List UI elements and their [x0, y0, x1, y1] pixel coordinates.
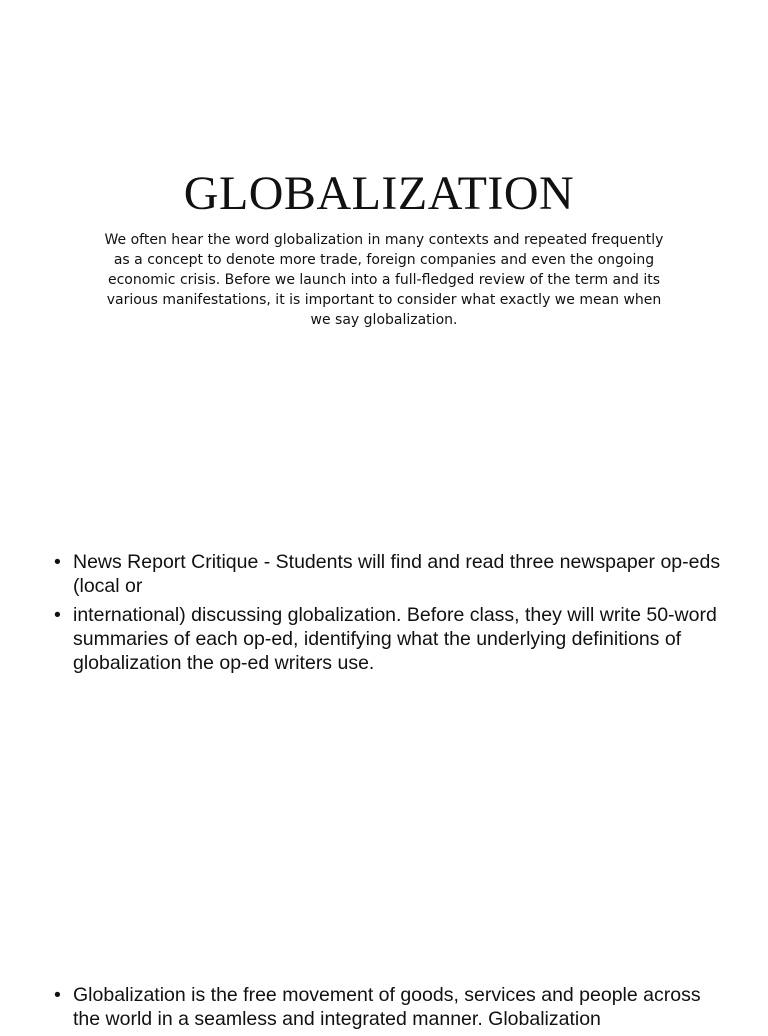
- bullet-item: [54, 550, 724, 598]
- bullet-dot-icon: •: [54, 984, 61, 1006]
- bullet-dot-icon: •: [54, 551, 61, 573]
- bullet-list-assignment: [54, 550, 724, 680]
- bullet-item: [54, 603, 724, 675]
- bullet-text: News Report Critique - Students will find and read three newspaper op-eds (local or: [73, 551, 721, 597]
- bullet-text: international) discussing globalization. Before class, they will write 50-word summaries of each op-ed, identifying what the underlying definitions of globalization the op-ed writers use.: [73, 604, 717, 674]
- intro-paragraph: We often hear the word globalization in many contexts and repeated frequently as a concept to denote more trade, foreign companies and even the ongoing economic crisis. Before we launch into a full-fledged review of the term and its various manifestations, it is important to consider what exactly we mean when we say globalization.: [104, 232, 664, 328]
- bullet-dot-icon: •: [54, 604, 61, 626]
- page-title: GLOBALIZATION: [183, 167, 575, 220]
- bullet-list-definition: [54, 983, 724, 1036]
- bullet-text: Globalization is the free movement of goods, services and people across the world in a seamless and integrated manner. Globalization: [73, 984, 701, 1030]
